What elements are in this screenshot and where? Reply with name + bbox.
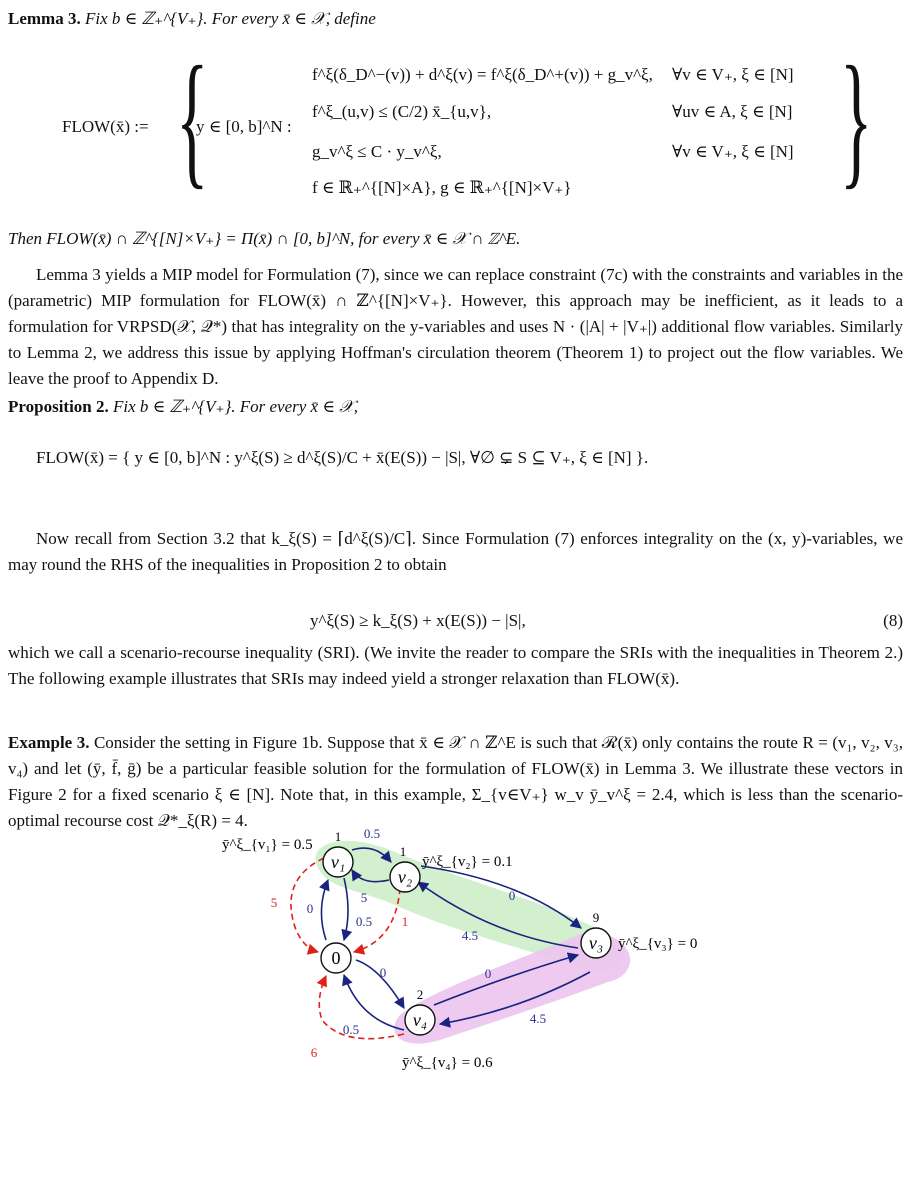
label-depot-v1: 0 [306,901,314,916]
constraint-capacity-cond: ∀uv ∈ A, ξ ∈ [N] [672,102,793,121]
proposition-2-intro: Fix b ∈ ℤ₊^{V₊}. For every x̄ ∈ 𝒳, [113,397,359,416]
edge-depot-v1 [321,880,328,940]
constraint-recourse: g_v^ξ ≤ C · y_v^ξ, [312,142,442,161]
label-v4-depot: 0.5 [342,1022,360,1037]
node-v2-yvalue: ȳ^ξ_{v₂} = 0.1 [422,854,513,870]
node-v3-demand: 9 [592,910,600,925]
paragraph-lemma-discussion: Lemma 3 yields a MIP model for Formulation (7), since we can replace constraint (7c) with the constraints and variables in the (parametric) MIP formulation for FLOW(x̄) ∩ ℤ^{[N]×V₊}. However, this approach may be inefficient, as it leads to a formulation for VRPSD(𝒳, 𝒬*) that has integrality on the y-variables and uses N · (|A| + |V₊|) additional flow variables. Similarly to Lemma 2, we address this issue by applying Hoffman's circulation theorem (Theorem 1) to project out the flow variables. We leave the proof to Appendix D. [8,265,903,388]
node-v4-yvalue: ȳ^ξ_{v₄} = 0.6 [402,1055,493,1071]
node-v3-yvalue: ȳ^ξ_{v₃} = 0 [618,936,698,952]
lemma-3-intro: Fix b ∈ ℤ₊^{V₊}. For every x̄ ∈ 𝒳, define [84,9,376,28]
node-v1-label: v₁ [330,852,346,872]
paragraph-sri: which we call a scenario-recourse inequality (SRI). (We invite the reader to compare the SRIs with the inequalities in Theorem 2.) The following example illustrates that SRIs may indeed yield a stronger relaxation than FLOW(x̄). [8,643,903,688]
example-3-text: Consider the setting in Figure 1b. Suppose that x̄ ∈ 𝒳 ∩ ℤ^E is such that ℛ(x̄) only contains the route R = (v₁, v₂, v₃, v₄) and let (ȳ, f̄, ḡ) be a particular feasible solution for the formulation of FLOW(x̄) in Lemma 3. We illustrate these vectors in Figure 2 for a fixed scenario ξ ∈ [N]. Note that, in this example, Σ_{v∈V₊} w_v ȳ_v^ξ = 2.4, which is less than the scenario-optimal recourse cost 𝒬*_ξ(R) = 4. [8,733,903,830]
label-v1-depot: 0.5 [355,914,373,929]
label-v3-v2: 4.5 [461,928,479,943]
label-v4-v3: 0 [484,966,492,981]
proposition-2-formula: FLOW(x̄) = { y ∈ [0, b]^N : y^ξ(S) ≥ d^ξ(S)/C + x̄(E(S)) − |S|, ∀∅ ⊊ S ⊆ V₊, ξ ∈ [N] }. [36,448,649,467]
paragraph-rounding: Now recall from Section 3.2 that k_ξ(S) = ⌈d^ξ(S)/C⌉. Since Formulation (7) enforces integrality on the (x, y)-variables, we may round the RHS of the inequalities in Proposition 2 to obtain [8,529,903,574]
label-recourse-v1-depot: 5 [270,895,278,910]
example-3-label: Example 3. [8,733,90,752]
left-brace: { [176,36,209,202]
label-v2-v3: 0 [508,888,516,903]
constraint-flow-balance-cond: ∀v ∈ V₊, ξ ∈ [N] [672,65,794,84]
equation-8: y^ξ(S) ≥ k_ξ(S) + x(E(S)) − |S|, [310,611,526,630]
node-v1-yvalue: ȳ^ξ_{v₁} = 0.5 [222,837,313,853]
lemma-3-label: Lemma 3. [8,9,81,28]
recourse-edge-v4-depot [319,976,404,1039]
set-variable: y ∈ [0, b]^N : [196,117,292,136]
label-v2-v1: 5 [360,890,368,905]
node-v2-label: v₂ [397,867,413,887]
proposition-2-label: Proposition 2. [8,397,109,416]
right-brace: } [840,36,873,202]
node-v3-label: v₃ [588,933,604,953]
label-recourse-v2-depot: 1 [401,914,409,929]
constraint-recourse-cond: ∀v ∈ V₊, ξ ∈ [N] [672,142,794,161]
node-v2-demand: 1 [399,844,407,859]
equation-8-number: (8) [883,611,903,630]
label-v1-v2: 0.5 [363,826,381,841]
label-v3-v4: 4.5 [529,1011,547,1026]
constraint-capacity: f^ξ_(u,v) ≤ (C/2) x̄_{u,v}, [312,102,492,121]
node-v4-label: v₄ [412,1010,428,1030]
figure-caption-fragment [420,1180,500,1189]
node-v4-demand: 2 [416,987,424,1002]
constraint-flow-balance: f^ξ(δ_D^−(v)) + d^ξ(v) = f^ξ(δ_D^+(v)) + g_v^ξ, [312,65,653,84]
label-recourse-v4-depot: 6 [310,1045,318,1060]
constraint-domain: f ∈ ℝ₊^{[N]×A}, g ∈ ℝ₊^{[N]×V₊} [312,178,572,197]
node-depot-label: 0 [331,948,341,968]
lemma-3-conclusion: Then FLOW(x̄) ∩ ℤ^{[N]×V₊} = Π(x̄) ∩ [0, b]^N, for every x̄ ∈ 𝒳 ∩ ℤ^E. [8,229,521,248]
label-depot-v4: 0 [379,965,387,980]
node-v1-demand: 1 [334,829,342,844]
flow-definition-lhs: FLOW(x̄) := [62,117,149,136]
